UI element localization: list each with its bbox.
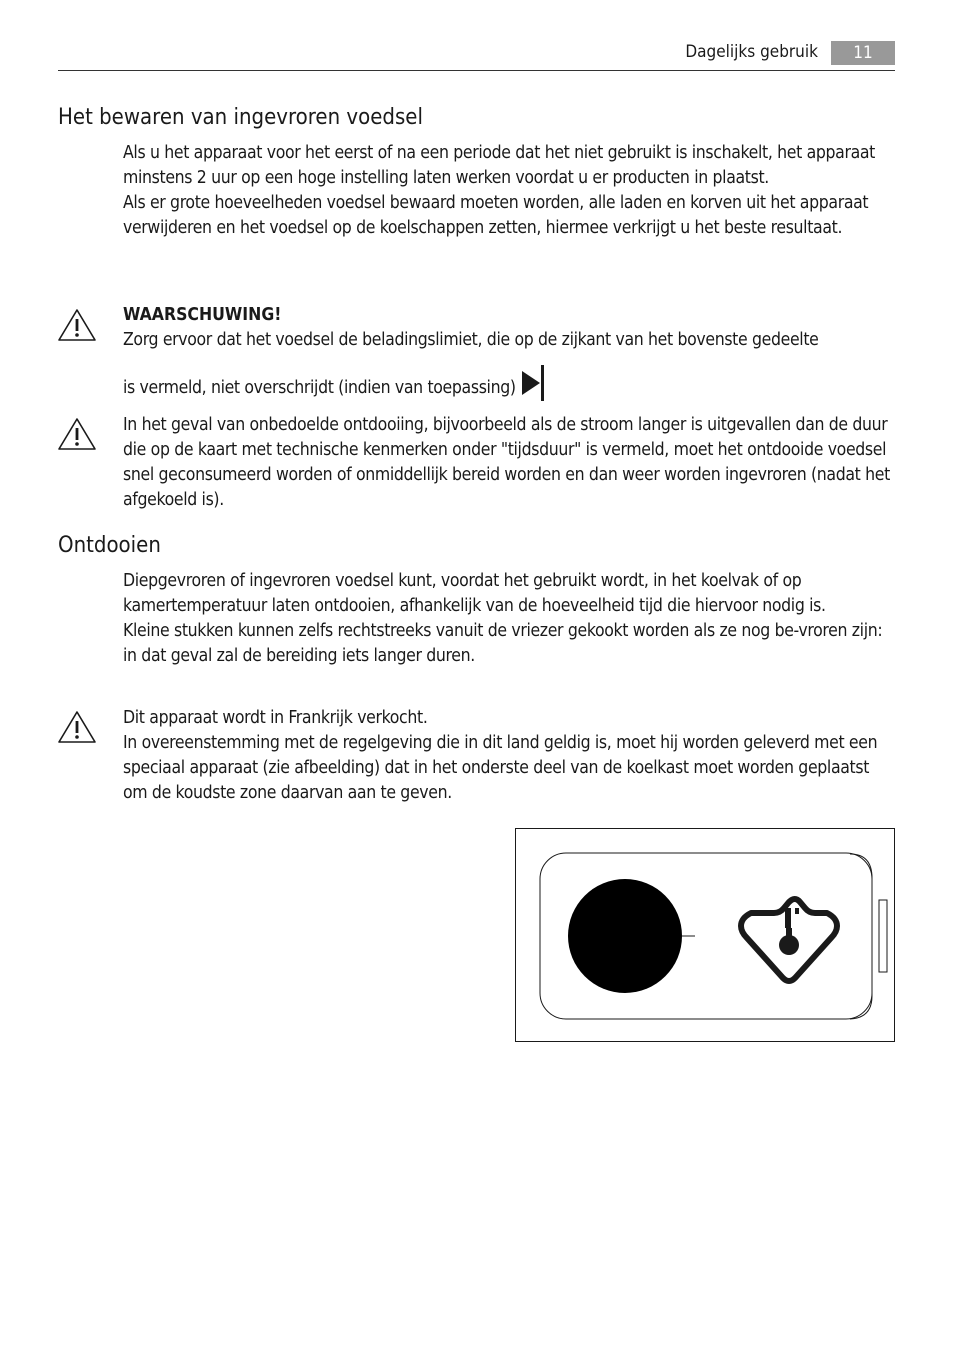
load-limit-symbol-icon [520, 365, 546, 401]
warning-text-line: Zorg ervoor dat het voedsel de beladingslimiet, die op de zijkant van het bovenste gedeelte [123, 330, 819, 350]
paragraph: Als er grote hoeveelheden voedsel bewaard moeten worden, alle laden en korven uit het apparaat verwijderen en het voedsel op de koelschappen zetten, hiermee verkrijgt u het beste resultaat. [123, 193, 869, 238]
section-heading-frozen-storage: Het bewaren van ingevroren voedsel [58, 105, 423, 130]
paragraph: Kleine stukken kunnen zelfs rechtstreeks vanuit de vriezer gekookt worden als ze nog be-vroren zijn: in dat geval zal de bereiding iets langer duren. [123, 621, 883, 666]
defrosting-intro [123, 569, 895, 669]
running-header-title: Dagelijks gebruik [685, 42, 818, 62]
warning-text-line-with-symbol [123, 365, 895, 401]
warning-triangle-icon [57, 709, 97, 745]
warning-text: Dit apparaat wordt in Frankrijk verkocht. [123, 708, 428, 728]
warning-text: In het geval van onbedoelde ontdooiing, bijvoorbeeld als de stroom langer is uitgevallen dan de duur die op de kaart met technische kenmerken onder "tijdsduur" is vermeld, moet het ontdooide voedsel snel geconsumeerd worden of onmiddellijk bereid worden en dan weer worden ingevroren (nadat het afgekoeld is). [123, 415, 890, 510]
warning-triangle-icon [57, 307, 97, 343]
warning-text: is vermeld, niet overschrijdt (indien van toepassing) [123, 378, 516, 398]
warning-triangle-icon [57, 416, 97, 452]
paragraph: Diepgevroren of ingevroren voedsel kunt, voordat het gebruikt wordt, in het koelvak of op kamertemperatuur laten ontdooien, afhankelijk van de hoeveelheid tijd die hiervoor nodig is. [123, 571, 826, 616]
warning-block-defrost [123, 413, 895, 513]
frozen-storage-intro [123, 141, 895, 241]
section-heading-defrosting: Ontdooien [58, 533, 161, 558]
warning-title: WAARSCHUWING! [123, 305, 282, 325]
paragraph: Als u het apparaat voor het eerst of na een periode dat het niet gebruikt is inschakelt, het apparaat minstens 2 uur op een hoge instelling laten werken voordat u er producten in plaatst. [123, 143, 875, 188]
warning-block-load-limit [123, 303, 895, 401]
header-rule [58, 70, 895, 71]
coldest-zone-indicator-figure [515, 828, 895, 1042]
indicator-dial-icon [568, 879, 682, 993]
warning-block-france [123, 706, 895, 806]
page-number: 11 [831, 41, 895, 65]
warning-text: In overeenstemming met de regelgeving die in dit land geldig is, moet hij worden geleverd met een speciaal apparaat (zie afbeelding) dat in het onderste deel van de koelkast moet worden geplaatst om de koudste zone daarvan aan te geven. [123, 733, 878, 803]
